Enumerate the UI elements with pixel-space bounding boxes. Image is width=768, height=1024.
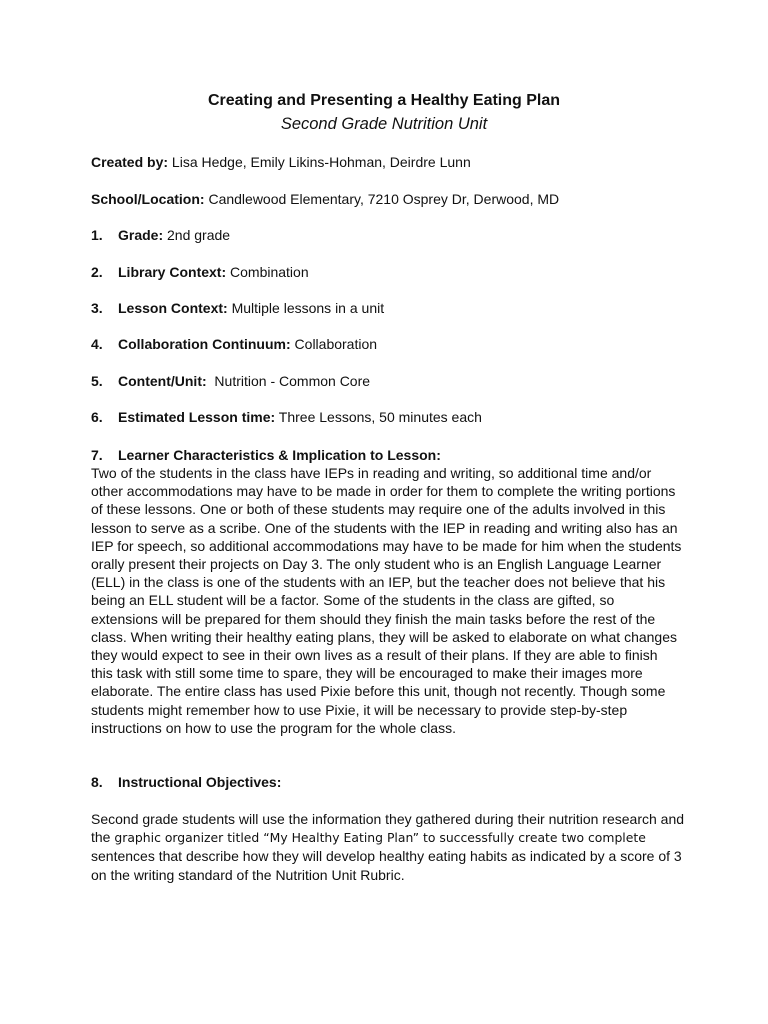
item-collaboration-continuum (91, 335, 691, 353)
paragraph-line: being an ELL student will be a factor. Some of the students in the class are gifted, so (91, 592, 615, 609)
item-instructional-objectives (91, 773, 691, 791)
item-label: Instructional Objectives: (118, 774, 282, 790)
item-label: Learner Characteristics & Implication to Lesson: (118, 447, 441, 463)
school-location-value: Candlewood Elementary, 7210 Osprey Dr, Derwood, MD (204, 191, 560, 207)
paragraph-line: this task with still some time to spare, they will be encouraged to make their images more (91, 665, 643, 682)
item-estimated-lesson-time (91, 408, 691, 426)
learner-characteristics-paragraph (91, 464, 681, 737)
paragraph-line: Second grade students will use the information they gathered during their nutrition research and (91, 811, 685, 827)
paragraph-line: instructions on how to use the program for the whole class. (91, 719, 456, 736)
paragraph-line: other accommodations may have to be made in order for them to complete the writing portions (91, 483, 676, 500)
item-value: Nutrition - Common Core (206, 373, 371, 389)
item-value: 2nd grade (163, 227, 231, 243)
school-location-line (91, 190, 691, 208)
paragraph-fragment: the (91, 829, 115, 846)
item-library-context (91, 263, 691, 281)
paragraph-line: extensions will be prepared for them should they finish the main tasks before the rest of the (91, 610, 656, 627)
item-number: 6. (91, 409, 103, 425)
document-subtitle: Second Grade Nutrition Unit (280, 115, 488, 133)
item-label: Estimated Lesson time: (118, 409, 276, 425)
paragraph-line: class. When writing their healthy eating plans, they will be asked to elaborate on what changes (91, 628, 678, 645)
item-number: 3. (91, 300, 103, 316)
paragraph-line: students might remember how to use Pixie, it will be necessary to provide step-by-step (91, 701, 628, 718)
created-by-line (91, 153, 691, 171)
item-value: Collaboration (290, 336, 378, 352)
created-by-value: Lisa Hedge, Emily Likins-Hohman, Deirdre Lunn (168, 154, 471, 170)
paragraph-line: of these lessons. One or both of these students may require one of the adults involved in this (91, 501, 666, 518)
paragraph-line: (ELL) in the class is one of the students with an IEP, but the teacher does not believe that his (91, 574, 666, 591)
paragraph-line: orally present their projects on Day 3. The only student who is an English Language Learner (91, 556, 662, 573)
paragraph-line: Two of the students in the class have IEPs in reading and writing, so additional time and/or (91, 465, 652, 481)
item-value: Multiple lessons in a unit (227, 300, 385, 316)
item-label: Grade: (118, 227, 164, 243)
item-label: Lesson Context: (118, 300, 228, 316)
paragraph-line: sentences that describe how they will develop healthy eating habits as indicated by a score of 3 (91, 848, 682, 865)
paragraph-line: they would expect to see in their own lives as a result of their plans. If they are able to finish (91, 647, 658, 664)
objectives-paragraph (91, 810, 685, 884)
item-value: Three Lessons, 50 minutes each (275, 409, 482, 425)
item-learner-characteristics (91, 446, 691, 464)
item-label: Collaboration Continuum: (118, 336, 291, 352)
school-location-label: School/Location: (91, 191, 205, 207)
paragraph-line (91, 828, 681, 847)
paragraph-line: IEP for speech, so additional accommodations may have to be made for him when the students (91, 537, 682, 554)
item-value: Combination (226, 264, 309, 280)
paragraph-fragment: graphic organizer titled “My Healthy Eating Plan” to successfully create two complete (114, 830, 646, 846)
item-number: 1. (91, 227, 103, 243)
item-number: 7. (91, 447, 103, 463)
item-label: Library Context: (118, 264, 227, 280)
item-number: 5. (91, 373, 103, 389)
item-lesson-context (91, 299, 691, 317)
item-label: Content/Unit: (118, 373, 207, 389)
created-by-label: Created by: (91, 154, 169, 170)
item-number: 4. (91, 336, 103, 352)
paragraph-line: elaborate. The entire class has used Pixie before this unit, though not recently. Though some (91, 683, 666, 700)
document-title: Creating and Presenting a Healthy Eating Plan (207, 92, 561, 109)
paragraph-line: lesson to serve as a scribe. One of the students with the IEP in reading and writing also has an (91, 519, 678, 536)
item-content-unit (91, 372, 691, 390)
item-number: 8. (91, 774, 103, 790)
item-grade (91, 226, 691, 244)
paragraph-line: on the writing standard of the Nutrition Unit Rubric. (91, 866, 405, 883)
item-number: 2. (91, 264, 103, 280)
